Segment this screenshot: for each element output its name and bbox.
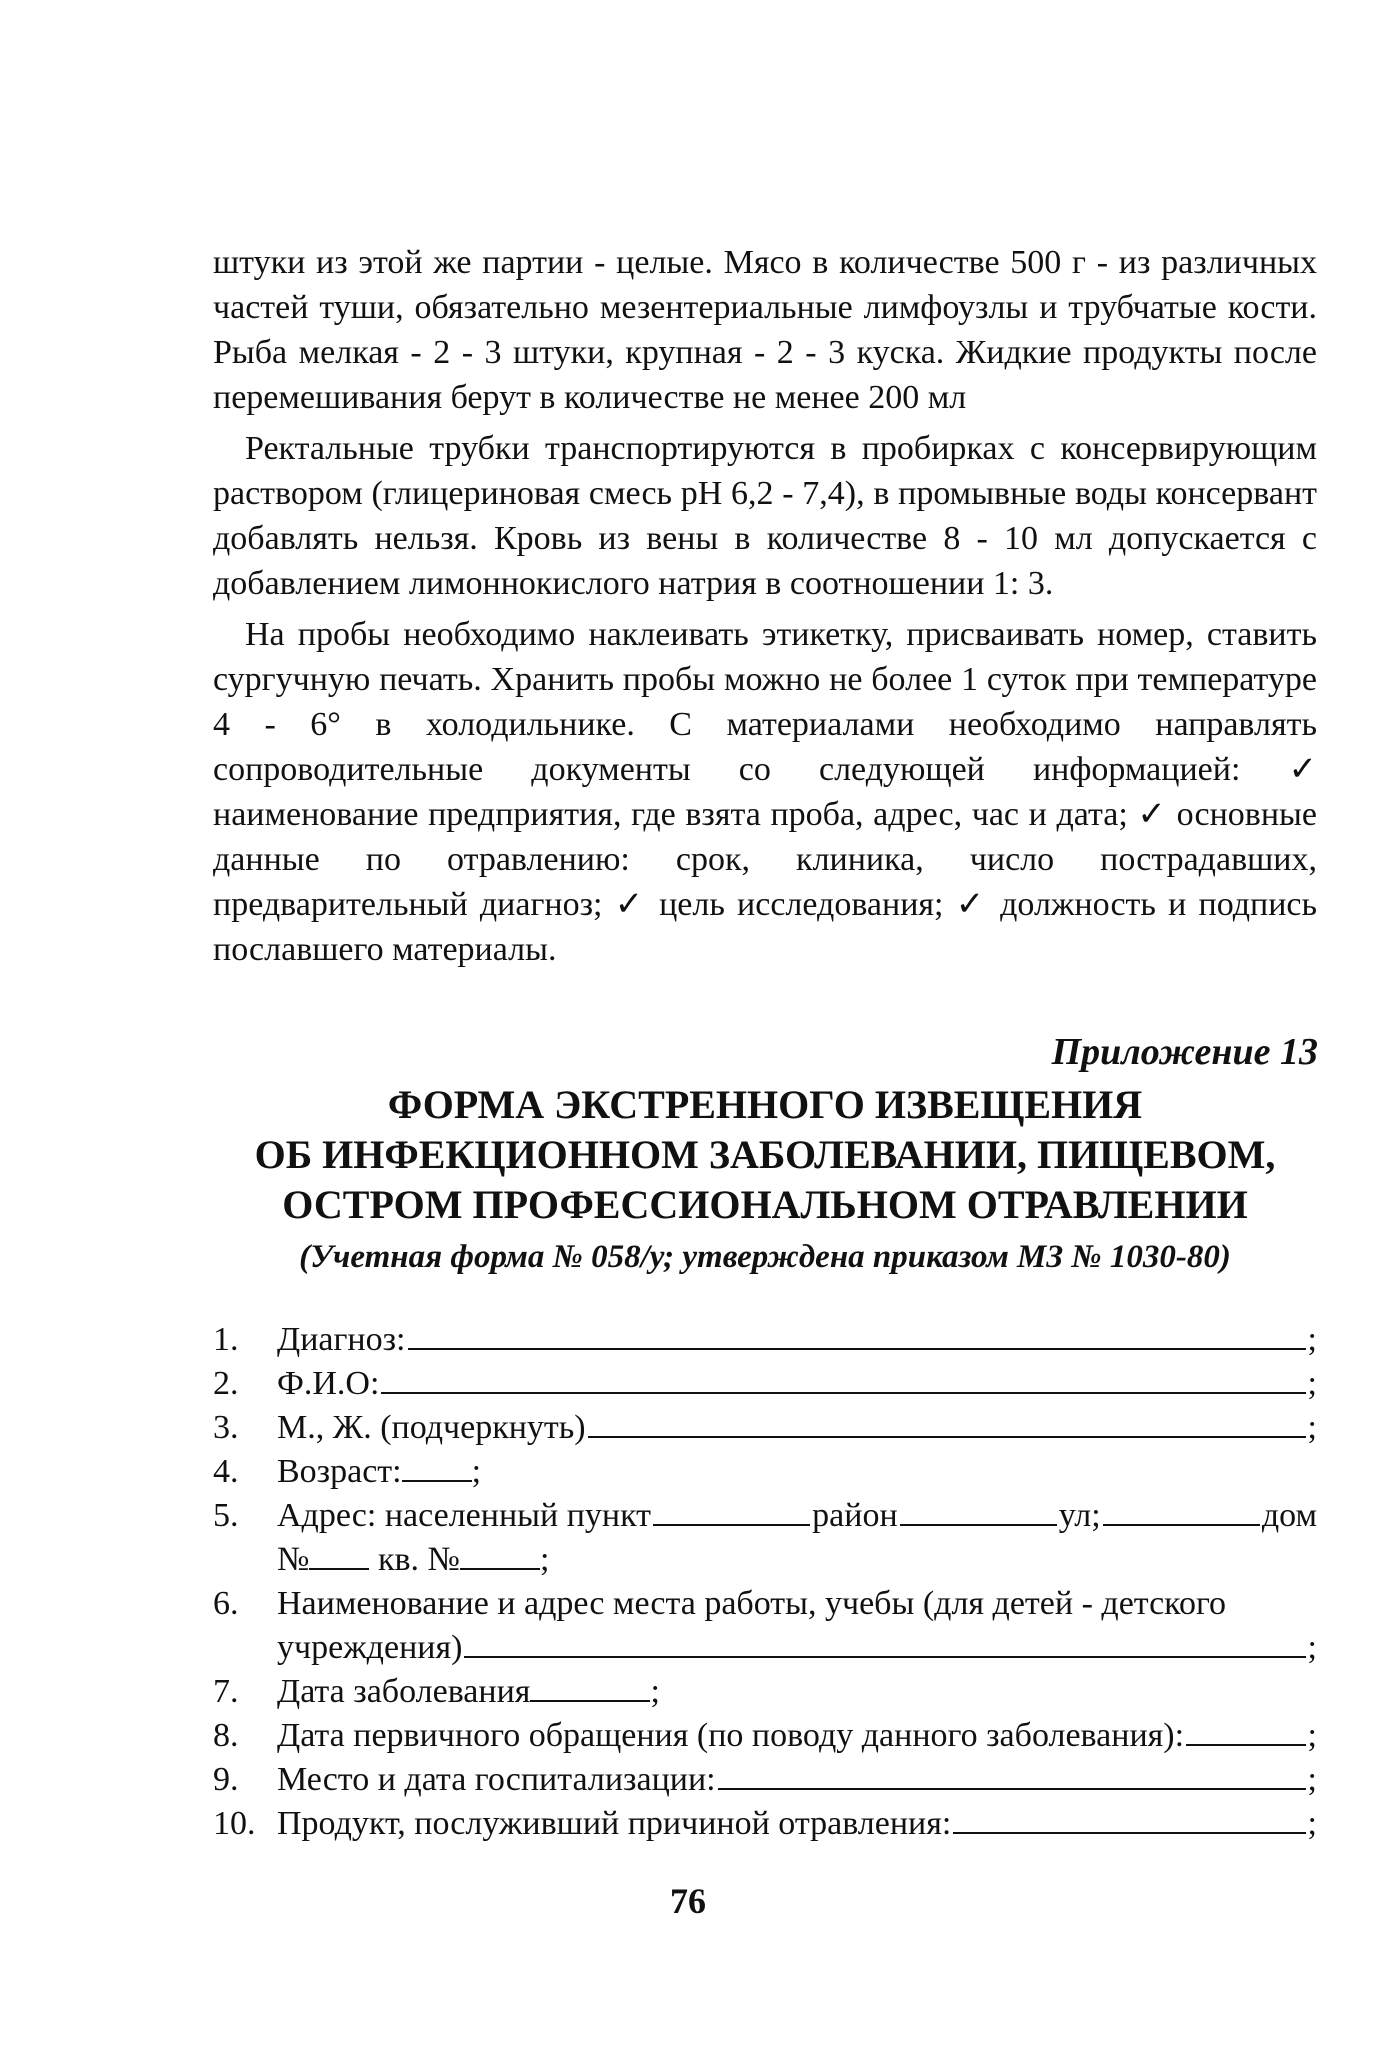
form-field-list (213, 1318, 1317, 1846)
field-blank-sex (588, 1408, 1306, 1438)
form-item-fio: 2. Ф.И.О: ; (213, 1362, 1317, 1406)
field-label-age: Возраст: (277, 1453, 402, 1490)
field-label-sex: М., Ж. (подчеркнуть) (277, 1409, 586, 1446)
form-item-workplace: 6. Наименование и адрес места работы, учебы (для детей - детского учреждения) ; (213, 1582, 1317, 1670)
body-text (213, 240, 1317, 978)
field-label-product: Продукт, послуживший причиной отравления: (277, 1805, 952, 1842)
paragraph-2: Ректальные трубки транспортируются в пробирках с консервирующим раствором (глицериновая смесь рН 6,2 - 7,4), в промывные воды консервант добавлять нельзя. Кровь из вены в количестве 8 - 10 мл допускается с добавлением лимоннокислого натрия в соотношении 1: 3. (213, 430, 1317, 602)
form-title-line-1: ФОРМА ЭКСТРЕННОГО ИЗВЕЩЕНИЯ (387, 1082, 1143, 1127)
field-blank-diagnosis (408, 1320, 1306, 1350)
field-blank-product (953, 1804, 1305, 1834)
field-blank-onset-date (530, 1672, 650, 1702)
form-item-address: 5. Адрес: населенный пункт район ул; дом № кв. № ; (213, 1494, 1317, 1582)
field-blank-age (402, 1452, 472, 1482)
field-blank-fio (381, 1364, 1305, 1394)
field-blank-locality (653, 1496, 810, 1526)
form-item-hospitalization: 9. Место и дата госпитализации: ; (213, 1758, 1317, 1802)
form-item-onset-date: 7. Дата заболевания ; (213, 1673, 660, 1710)
field-blank-street (1103, 1496, 1260, 1526)
form-title-line-2: ОБ ИНФЕКЦИОННОМ ЗАБОЛЕВАНИИ, ПИЩЕВОМ, (254, 1132, 1276, 1177)
paragraph-1: штуки из этой же партии - целые. Мясо в количестве 500 г - из различных частей туши, обязательно мезентериальные лимфоузлы и трубчатые кости. Рыба мелкая - 2 - 3 штуки, крупная - 2 - 3 куска. Жидкие продукты после перемешивания берут в количестве не менее 200 мл (213, 244, 1317, 416)
form-title-line-3: ОСТРОМ ПРОФЕССИОНАЛЬНОМ ОТРАВЛЕНИИ (282, 1182, 1248, 1227)
field-blank-house (309, 1540, 369, 1570)
field-label-onset-date: Дата заболевания (277, 1673, 531, 1710)
appendix-label: Приложение 13 (1051, 1031, 1318, 1073)
form-item-first-visit: 8. Дата первичного обращения (по поводу данного заболевания): ; (213, 1714, 1317, 1758)
field-label-hospitalization: Место и дата госпитализации: (277, 1761, 716, 1798)
field-label-first-visit: Дата первичного обращения (по поводу данного заболевания): (277, 1717, 1185, 1754)
field-blank-hospitalization (718, 1760, 1306, 1790)
field-blank-first-visit (1186, 1716, 1306, 1746)
page-number: 76 (670, 1881, 706, 1921)
field-label-diagnosis: Диагноз: (277, 1321, 406, 1358)
form-subtitle: (Учетная форма № 058/у; утверждена приказом МЗ № 1030-80) (299, 1239, 1231, 1275)
form-item-sex: 3. М., Ж. (подчеркнуть) ; (213, 1406, 1317, 1450)
field-blank-district (900, 1496, 1057, 1526)
form-item-product: 10. Продукт, послуживший причиной отравления: ; (213, 1802, 1317, 1846)
paragraph-3: На пробы необходимо наклеивать этикетку, присваивать номер, ставить сургучную печать. Хранить пробы можно не более 1 суток при температуре 4 - 6° в холодильнике. С материалами необходимо направлять сопроводительные документы со следующей информацией: ✓ наименование предприятия, где взята проба, адрес, час и дата; ✓ основные данные по отравлению: срок, клиника, число пострадавших, предварительный диагноз; ✓ цель исследования; ✓ должность и подпись пославшего материалы. (213, 616, 1317, 968)
form-item-age: 4. Возраст: ; (213, 1453, 482, 1490)
field-label-address: Адрес: населенный пункт (277, 1497, 652, 1534)
field-blank-apartment (460, 1540, 540, 1570)
field-label-fio: Ф.И.О: (277, 1365, 380, 1402)
form-title (213, 1080, 1317, 1282)
form-item-diagnosis: 1. Диагноз: ; (213, 1318, 1317, 1362)
field-label-workplace: Наименование и адрес места работы, учебы (для детей - детского (277, 1585, 1227, 1622)
field-blank-workplace (464, 1628, 1305, 1658)
